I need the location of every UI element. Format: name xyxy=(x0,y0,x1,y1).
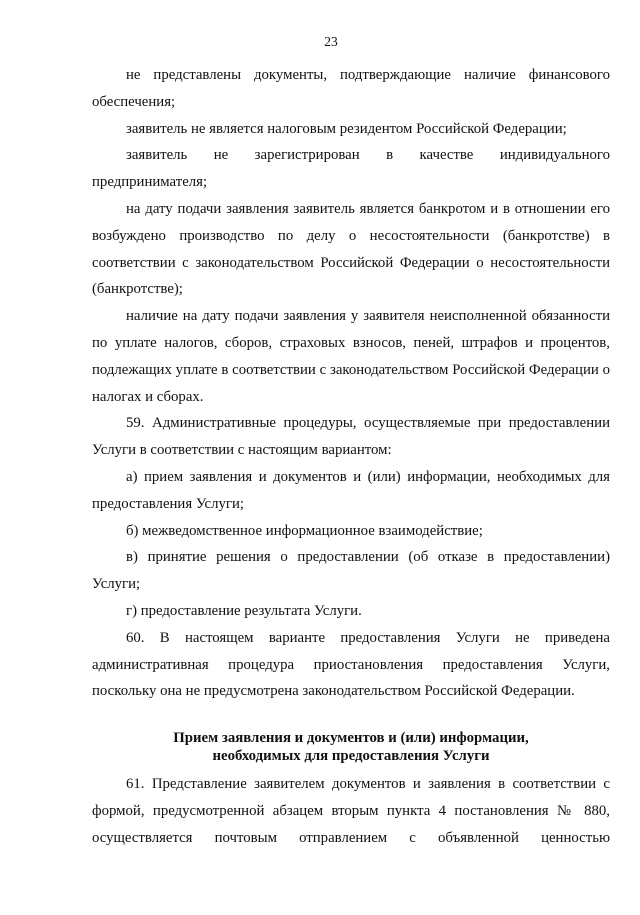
page-number: 23 xyxy=(324,34,338,49)
section-heading-line-2: необходимых для предоставления Услуги xyxy=(212,748,490,765)
section-heading xyxy=(92,729,610,765)
paragraph-59-v: в) принятие решения о предоставлении (об отказе в предоставлении) Услуги; xyxy=(92,549,610,593)
paragraph-not-registered-entrepreneur: заявитель не зарегистрирован в качестве индивидуального предпринимателя; xyxy=(92,147,610,191)
paragraph-unpaid-taxes: наличие на дату подачи заявления у заявителя неисполненной обязанности по уплате налогов, сборов, страховых взносов, пеней, штрафов и процентов, подлежащих уплате в соответствии с законодательством Российской Федерации о налогах и сборах. xyxy=(92,308,610,405)
paragraph-61: 61. Представление заявителем документов и заявления в соответствии с формой, предусмотренной абзацем вторым пункта 4 постановления № 880, осуществляется почтовым отправлением с объявленной ценностью xyxy=(92,776,610,846)
paragraph-not-tax-resident: заявитель не является налоговым резидентом Российской Федерации; xyxy=(126,120,567,137)
paragraph-60: 60. В настоящем варианте предоставления Услуги не приведена административная процедура приостановления предоставления Услуги, поскольку она не предусмотрена законодательством Российской Федерации. xyxy=(92,629,610,700)
paragraph-bankrupt: на дату подачи заявления заявитель является банкротом и в отношении его возбуждено производство по делу о несостоятельности (банкротстве) в соответствии с законодательством Российской Федерации о несостоятельности (банкротстве); xyxy=(92,200,610,298)
paragraph-59-b: б) межведомственное информационное взаимодействие; xyxy=(126,522,483,539)
paragraph-59-a: а) прием заявления и документов и (или) информации, необходимых для предоставления Услуги; xyxy=(92,468,610,512)
paragraph-59-g: г) предоставление результата Услуги. xyxy=(126,602,362,619)
paragraph-no-financial-docs: не представлены документы, подтверждающие наличие финансового обеспечения; xyxy=(92,67,610,110)
paragraph-59: 59. Административные процедуры, осуществляемые при предоставлении Услуги в соответствии с настоящим вариантом: xyxy=(92,415,610,459)
section-heading-line-1: Прием заявления и документов и (или) информации, xyxy=(173,730,529,747)
